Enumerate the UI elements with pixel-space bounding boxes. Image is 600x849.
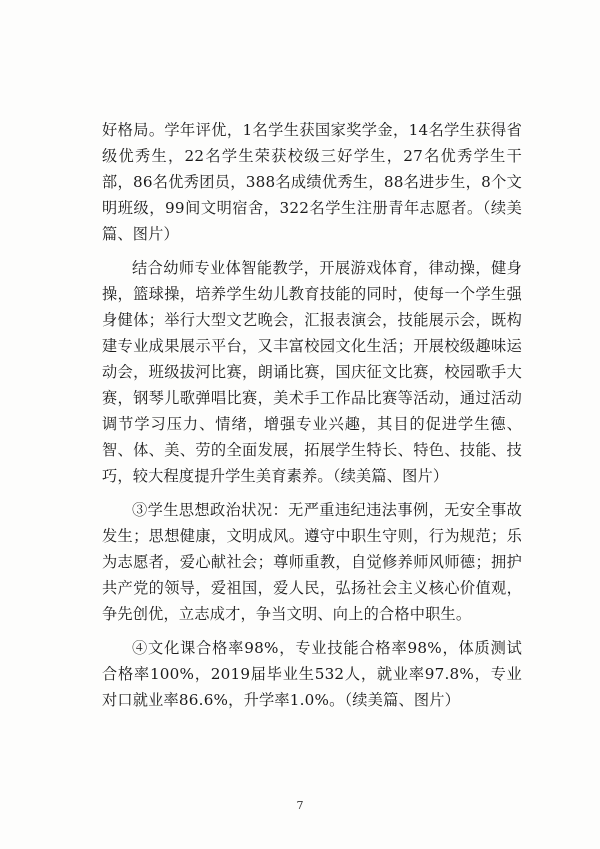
paragraph-continuation: 好格局。学年评优，1名学生获国家奖学金，14名学生获得省级优秀生，22名学生荣获校级三好学生，27名优秀学生干部，86名优秀团员，388名成绩优秀生，88名进步生，8个文明班级，99间文明宿舍，322名学生注册青年志愿者。（续美篇、图片）	[102, 121, 522, 243]
paragraph-ideology-status: ③学生思想政治状况：无严重违纪违法事例，无安全事故发生；思想健康，文明成风。遵守中职生守则，行为规范；乐为志愿者，爱心献社会；尊师重教，自觉修养师风师德；拥护共产党的领导，爱祖国，爱人民，弘扬社会主义核心价值观，争先创优，立志成才，争当文明、向上的合格中职生。	[102, 501, 522, 623]
paragraph-activities: 结合幼师专业体智能教学，开展游戏体育，律动操，健身操，篮球操，培养学生幼儿教育技能的同时，使每一个学生强身健体；举行大型文艺晚会，汇报表演会，技能展示会，既构建专业成果展示平台，又丰富校园文化生活；开展校级趣味运动会，班级拔河比赛，朗诵比赛，国庆征文比赛，校园歌手大赛，钢琴儿歌弹唱比赛，美术手工作品比赛等活动，通过活动调节学习压力、情绪，增强专业兴趣，其目的促进学生德、智、体、美、劳的全面发展，拓展学生特长、特色、技能、技巧，较大程度提升学生美育素养。（续美篇、图片）	[102, 259, 522, 485]
document-body	[102, 117, 522, 713]
page-number: 7	[296, 799, 304, 812]
paragraph-pass-rates: ④文化课合格率98%，专业技能合格率98%，体质测试合格率100%，2019届毕业生532人，就业率97.8%，专业对口就业率86.6%，升学率1.0%。（续美篇、图片）	[102, 639, 522, 709]
